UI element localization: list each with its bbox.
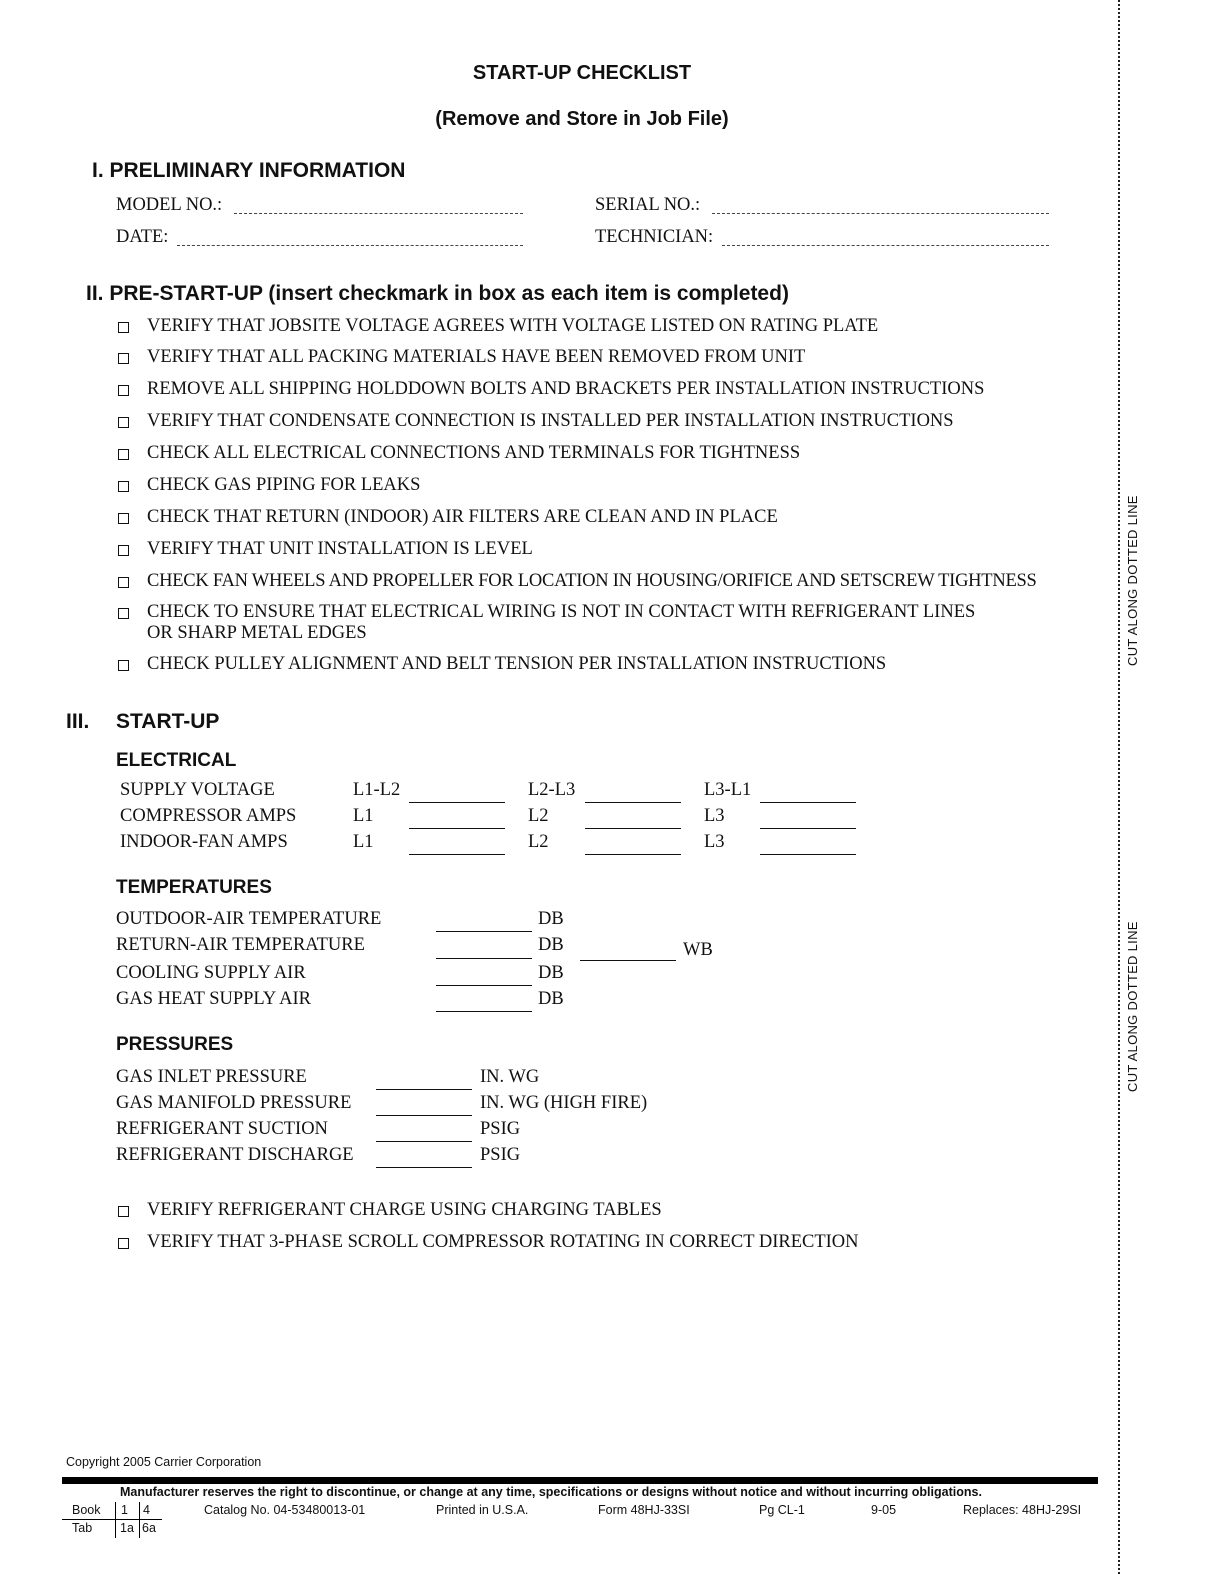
date-field[interactable] [177,245,523,246]
refrigerant-discharge-field[interactable] [376,1167,472,1168]
checkbox-prestart-8[interactable] [118,545,129,556]
unit-label: DB [538,935,564,955]
gas-inlet-pressure-field[interactable] [376,1089,472,1090]
book-number: 1 [121,1503,128,1517]
book-label: Book [72,1503,101,1517]
checklist-item: VERIFY THAT 3-PHASE SCROLL COMPRESSOR ROTATING IN CORRECT DIRECTION [147,1232,859,1252]
checklist-item: VERIFY THAT ALL PACKING MATERIALS HAVE BEEN REMOVED FROM UNIT [147,347,806,367]
return-air-temp-db-field[interactable] [436,958,532,959]
checkbox-prestart-6[interactable] [118,481,129,492]
serial-field[interactable] [712,213,1049,214]
column-label: L2-L3 [528,780,576,800]
technician-label: TECHNICIAN: [595,227,714,247]
column-label: L1 [353,806,374,826]
form-number: Form 48HJ-33SI [598,1503,690,1517]
section-startup-numeral: III. [66,710,90,733]
date-label: DATE: [116,227,169,247]
unit-label: DB [538,989,564,1009]
indoor-fan-amps-l1-field[interactable] [409,854,505,855]
replaces: Replaces: 48HJ-29SI [963,1503,1082,1517]
indoor-fan-amps-l2-field[interactable] [585,854,681,855]
checkbox-prestart-11[interactable] [118,660,129,671]
refrigerant-discharge-label: REFRIGERANT DISCHARGE [116,1145,354,1165]
electrical-heading: ELECTRICAL [116,750,237,771]
checklist-item: CHECK PULLEY ALIGNMENT AND BELT TENSION PER INSTALLATION INSTRUCTIONS [147,654,887,674]
temperatures-heading: TEMPERATURES [116,877,272,898]
checklist-item: VERIFY THAT UNIT INSTALLATION IS LEVEL [147,539,533,559]
cooling-supply-air-label: COOLING SUPPLY AIR [116,963,306,983]
unit-label: DB [538,963,564,983]
supply-voltage-label: SUPPLY VOLTAGE [120,780,275,800]
checkbox-prestart-4[interactable] [118,417,129,428]
unit-label: IN. WG [480,1067,540,1087]
supply-voltage-l1l2-field[interactable] [409,802,505,803]
supply-voltage-l3l1-field[interactable] [760,802,856,803]
checklist-item: VERIFY THAT CONDENSATE CONNECTION IS INSTALLED PER INSTALLATION INSTRUCTIONS [147,411,954,431]
serial-label: SERIAL NO.: [595,195,701,215]
model-field[interactable] [234,213,523,214]
checklist-item: VERIFY THAT JOBSITE VOLTAGE AGREES WITH VOLTAGE LISTED ON RATING PLATE [147,316,879,336]
page-title: START-UP CHECKLIST [472,62,692,84]
cut-instruction-upper: CUT ALONG DOTTED LINE [1125,495,1140,666]
gas-manifold-pressure-field[interactable] [376,1115,472,1116]
section-preliminary-heading: I. PRELIMINARY INFORMATION [92,159,406,182]
catalog-number: Catalog No. 04-53480013-01 [204,1503,366,1517]
print-date: 9-05 [871,1503,897,1517]
compressor-amps-l2-field[interactable] [585,828,681,829]
technician-field[interactable] [722,245,1049,246]
unit-label: PSIG [480,1119,521,1139]
checkbox-prestart-9[interactable] [118,577,129,588]
indoor-fan-amps-label: INDOOR-FAN AMPS [120,832,288,852]
refrigerant-suction-label: REFRIGERANT SUCTION [116,1119,328,1139]
checklist-item: CHECK THAT RETURN (INDOOR) AIR FILTERS ARE CLEAN AND IN PLACE [147,507,778,527]
unit-label: IN. WG (HIGH FIRE) [480,1093,648,1113]
checklist-item: CHECK FAN WHEELS AND PROPELLER FOR LOCATION IN HOUSING/ORIFICE AND SETSCREW TIGHTNESS [147,571,1037,591]
outdoor-air-temp-label: OUTDOOR-AIR TEMPERATURE [116,909,382,929]
checkbox-startup-1[interactable] [118,1206,129,1217]
checkbox-prestart-2[interactable] [118,353,129,364]
column-label: L1-L2 [353,780,401,800]
refrigerant-suction-field[interactable] [376,1141,472,1142]
checkbox-prestart-5[interactable] [118,449,129,460]
pressures-heading: PRESSURES [116,1034,234,1055]
checklist-item-continuation: OR SHARP METAL EDGES [147,623,367,643]
indoor-fan-amps-l3-field[interactable] [760,854,856,855]
checkbox-prestart-7[interactable] [118,513,129,524]
checklist-item: REMOVE ALL SHIPPING HOLDDOWN BOLTS AND BRACKETS PER INSTALLATION INSTRUCTIONS [147,379,985,399]
book-number: 4 [143,1503,150,1517]
return-air-temp-wb-field[interactable] [580,960,676,961]
gas-heat-supply-air-field[interactable] [436,1011,532,1012]
checkbox-prestart-3[interactable] [118,385,129,396]
gas-manifold-pressure-label: GAS MANIFOLD PRESSURE [116,1093,352,1113]
return-air-temp-label: RETURN-AIR TEMPERATURE [116,935,365,955]
book-tab-divider [139,1502,140,1538]
compressor-amps-label: COMPRESSOR AMPS [120,806,297,826]
tab-label: Tab [72,1521,93,1535]
page-number: Pg CL-1 [759,1503,805,1517]
supply-voltage-l2l3-field[interactable] [585,802,681,803]
checklist-item: CHECK TO ENSURE THAT ELECTRICAL WIRING IS NOT IN CONTACT WITH REFRIGERANT LINES [147,602,976,622]
disclaimer: Manufacturer reserves the right to discontinue, or change at any time, specifications or designs without notice and without incurring obligations. [120,1485,982,1499]
cooling-supply-air-field[interactable] [436,985,532,986]
checkbox-prestart-1[interactable] [118,322,129,333]
cut-dotted-line [1118,0,1120,1574]
section-startup-heading: START-UP [116,710,220,733]
tab-number: 1a [120,1521,134,1535]
cut-instruction-lower: CUT ALONG DOTTED LINE [1125,921,1140,1092]
book-tab-divider [62,1519,162,1520]
model-label: MODEL NO.: [116,195,223,215]
unit-label: DB [538,909,564,929]
copyright: Copyright 2005 Carrier Corporation [66,1455,262,1469]
section-prestartup-heading: II. PRE-START-UP (insert checkmark in box as each item is completed) [86,282,789,305]
book-tab-divider [115,1502,116,1538]
column-label: L3 [704,806,725,826]
compressor-amps-l1-field[interactable] [409,828,505,829]
column-label: L2 [528,806,549,826]
tab-number: 6a [142,1521,156,1535]
gas-inlet-pressure-label: GAS INLET PRESSURE [116,1067,307,1087]
printed-in: Printed in U.S.A. [436,1503,529,1517]
checklist-item: CHECK GAS PIPING FOR LEAKS [147,475,421,495]
page-subtitle: (Remove and Store in Job File) [435,108,729,130]
footer-rule [62,1477,1098,1484]
checkbox-prestart-10[interactable] [118,608,129,619]
checklist-item: CHECK ALL ELECTRICAL CONNECTIONS AND TERMINALS FOR TIGHTNESS [147,443,801,463]
outdoor-air-temp-field[interactable] [436,931,532,932]
checkbox-startup-2[interactable] [118,1238,129,1249]
unit-label: PSIG [480,1145,521,1165]
unit-label: WB [683,940,713,960]
gas-heat-supply-air-label: GAS HEAT SUPPLY AIR [116,989,312,1009]
checklist-item: VERIFY REFRIGERANT CHARGE USING CHARGING TABLES [147,1200,662,1220]
compressor-amps-l3-field[interactable] [760,828,856,829]
column-label: L2 [528,832,549,852]
column-label: L3-L1 [704,780,752,800]
column-label: L3 [704,832,725,852]
column-label: L1 [353,832,374,852]
